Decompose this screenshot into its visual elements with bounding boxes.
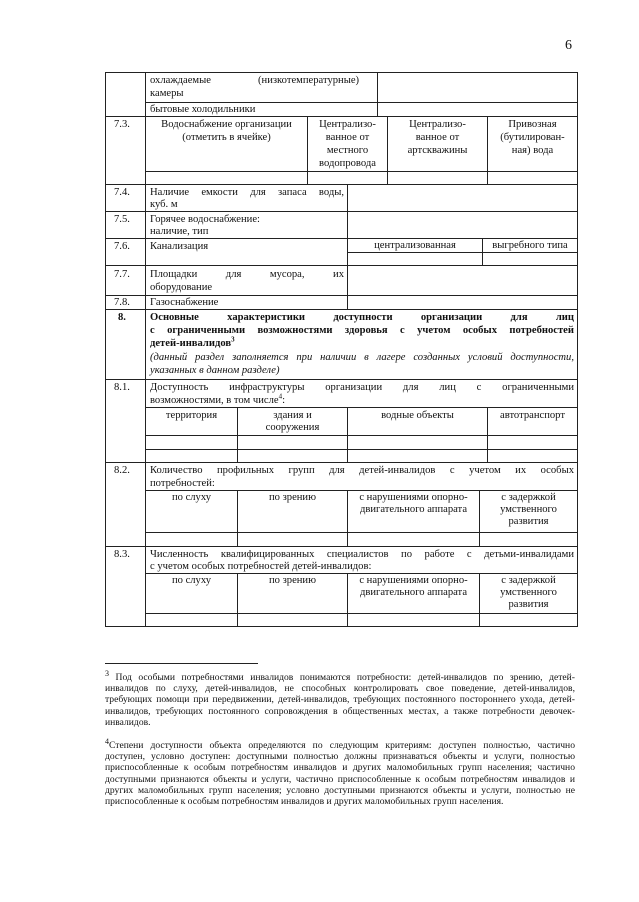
section-8-title-end: детей-инвалидов$^3$: [150, 335, 235, 349]
header-text: автотранспорт: [500, 410, 565, 421]
cell-mark-central-local[interactable]: [307, 171, 388, 185]
cell-value[interactable]: [377, 72, 578, 103]
header-text: с нарушениями опорно-: [359, 575, 468, 586]
footnote-4: [105, 737, 575, 808]
section-8-title: Основные характеристики доступности организации для лиц: [150, 312, 574, 323]
header-text: по слуху: [171, 492, 212, 503]
cell-value[interactable]: [377, 102, 578, 117]
opt-text: ная) вода: [511, 145, 554, 156]
cell-value[interactable]: [347, 435, 488, 450]
cell-value[interactable]: [145, 449, 238, 463]
sewage-label: Канализация: [150, 241, 209, 252]
accessibility-title-cont: возможностями, в том числе$^4$:: [150, 392, 286, 406]
row-number: 7.4.: [114, 187, 130, 198]
header-text: по слуху: [171, 575, 212, 586]
cell-mark-cesspool[interactable]: [482, 252, 578, 266]
groups-title: Количество профильных групп для детей-инвалидов с учетом их особых: [150, 465, 574, 476]
opt-text: Централизо-: [319, 119, 376, 130]
cell-value[interactable]: [145, 532, 238, 547]
cell-value[interactable]: [347, 613, 480, 627]
footnote-mark: 4: [105, 737, 109, 746]
header-text: по зрению: [268, 492, 317, 503]
footnote-3: [105, 669, 575, 728]
row-number: 7.7.: [114, 269, 130, 280]
accessibility-title: Доступность инфраструктуры организации для лиц с ограниченными: [150, 382, 574, 393]
cell-value[interactable]: [237, 532, 348, 547]
cell-blank: [145, 171, 308, 185]
cell-value[interactable]: [237, 435, 348, 450]
opt-text: ванное от: [325, 132, 370, 143]
row-number: 8.: [118, 312, 126, 323]
header-text: сооружения: [265, 422, 320, 433]
section-8-note: (данный раздел заполняется при наличии в лагере созданных условий доступности,: [150, 352, 574, 363]
cell-value[interactable]: [479, 613, 578, 627]
cell-value[interactable]: [237, 449, 348, 463]
row-number: 7.3.: [114, 119, 130, 130]
opt-text: водопровода: [319, 158, 376, 169]
opt-text: централизованная: [374, 240, 456, 251]
cell-value[interactable]: [347, 265, 578, 296]
header-text: с задержкой: [501, 575, 556, 586]
opt-text: местного: [326, 145, 369, 156]
row-number: 7.6.: [114, 241, 130, 252]
cooled-label: охлаждаемые: [150, 75, 211, 86]
row-number: 8.3.: [114, 549, 130, 560]
cell-value[interactable]: [347, 295, 578, 310]
row-number: 8.2.: [114, 465, 130, 476]
hot-water-label: Горячее водоснабжение:: [150, 214, 260, 225]
specialists-title: Численность квалифицированных специалистов по работе с детьми-инвалидами: [150, 549, 574, 560]
footnote-separator: [105, 663, 258, 664]
opt-text: Привозная: [508, 119, 557, 130]
row-number: 7.8.: [114, 297, 130, 308]
row-number: 8.1.: [114, 382, 130, 393]
fridges-label: бытовые холодильники: [150, 104, 256, 115]
cell-value[interactable]: [487, 435, 578, 450]
cell-value[interactable]: [487, 449, 578, 463]
cell-value[interactable]: [479, 532, 578, 547]
header-text: территория: [165, 410, 218, 421]
water-tank-label: Наличие емкости для запаса воды,: [150, 187, 344, 198]
header-text: с нарушениями опорно-: [359, 492, 468, 503]
cell-value[interactable]: [237, 613, 348, 627]
cooled-label-cont: камеры: [150, 88, 184, 99]
cell-value[interactable]: [347, 184, 578, 212]
garbage-sub: оборудование: [150, 282, 213, 293]
cell-value[interactable]: [347, 449, 488, 463]
cell-mark-artesian[interactable]: [387, 171, 488, 185]
header-text: двигательного аппарата: [359, 587, 468, 598]
cell-value[interactable]: [145, 613, 238, 627]
hot-water-sub: наличие, тип: [150, 226, 209, 237]
water-tank-unit: куб. м: [150, 199, 178, 210]
footnote-3-text: Под особыми потребностями инвалидов понимаются потребности: детей-инвалидов по зрению, детей-инвалидов по слуху, детей-инвалидов, не способных контролировать свое поведение, детей-инвалидов, требующих помощи при передвижении, детей-инвалидов, требующих постоянного постороннего ухода, детей-инвалидов, требующих постоянного сопровождения в общественных местах, а также потребности девочек-инвалидов.: [105, 672, 575, 728]
header-text: двигательного аппарата: [359, 504, 468, 515]
header-text: развития: [508, 516, 549, 527]
footnote-ref: 4: [278, 392, 283, 401]
header-text: по зрению: [268, 575, 317, 586]
header-text: здания и: [273, 410, 312, 421]
cooled-label-extra: (низкотемпературные): [258, 75, 360, 86]
page-number: 6: [565, 38, 572, 53]
footnote-4-text: Степени доступности объекта определяются по следующим критериям: доступен полностью, частично доступен, условно доступен: доступными полностью должны признаваться объекты и услуги, полностью приспособленные к особым потребностям инвалидов и других маломобильных групп населения; частично доступными признаются объекты и услуги, частично приспособленные к особым потребностям инвалидов и других маломобильных групп населения; условно доступными признаются объекты и услуги, полностью не приспособленные к особым потребностям инвалидов и других маломобильных групп населения.: [105, 740, 575, 808]
opt-text: ванное от: [415, 132, 460, 143]
water-supply-label: Водоснабжение организации: [161, 119, 292, 130]
specialists-title-cont: с учетом особых потребностей детей-инвалидов:: [150, 561, 372, 572]
garbage-label: Площадки для мусора, их: [150, 269, 344, 280]
header-text: водные объекты: [381, 410, 454, 421]
section-8-title-cont: с ограниченными возможностями здоровья с учетом особых потребностей: [150, 325, 574, 336]
cell-value[interactable]: [347, 211, 578, 239]
opt-text: Централизо-: [409, 119, 466, 130]
row-number: 7.5.: [114, 214, 130, 225]
gas-label: Газоснабжение: [150, 297, 219, 308]
groups-title-cont: потребностей:: [150, 478, 215, 489]
cell-mark-centralized[interactable]: [347, 252, 483, 266]
cell-value[interactable]: [347, 532, 480, 547]
water-supply-hint: (отметить в ячейке): [182, 132, 271, 143]
section-8-note-cont: указанных в данном разделе): [150, 365, 280, 376]
cell-mark-delivered[interactable]: [487, 171, 578, 185]
cell-num-blank: [105, 72, 146, 117]
footnote-ref: 3: [231, 335, 235, 344]
header-text: умственного: [500, 587, 557, 598]
opt-text: (бутилирован-: [500, 132, 565, 143]
header-text: развития: [508, 599, 549, 610]
opt-text: артскважины: [407, 145, 468, 156]
header-text: умственного: [500, 504, 557, 515]
header-text: с задержкой: [501, 492, 556, 503]
cell-value[interactable]: [145, 435, 238, 450]
opt-text: выгребного типа: [492, 240, 568, 251]
footnote-mark: 3: [105, 669, 109, 678]
